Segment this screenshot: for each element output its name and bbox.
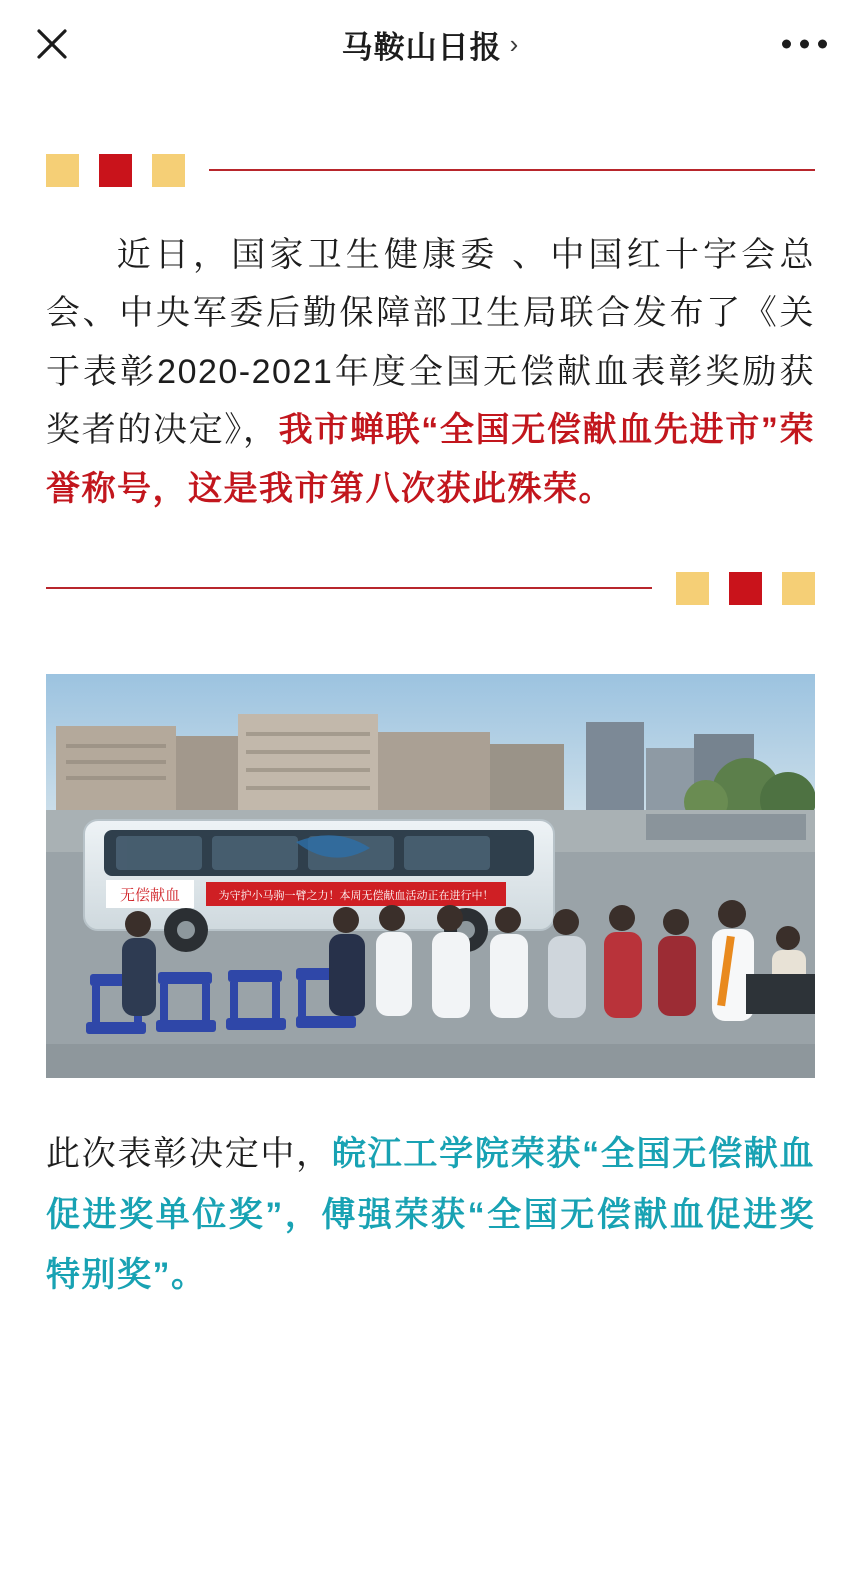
article-content: [0, 140, 861, 1346]
paragraph-2: [46, 1124, 815, 1306]
more-dot: [818, 40, 827, 49]
decor-square-red: [729, 572, 762, 605]
top-navigation-bar: [0, 0, 861, 88]
page-title-text: 马鞍山日报: [341, 29, 502, 65]
paragraph-2-plain: 此次表彰决定中，: [46, 1135, 332, 1174]
more-options-icon[interactable]: [782, 40, 827, 49]
article-photo[interactable]: [46, 674, 815, 1078]
svg-text:为守护小马驹一臂之力！本周无偿献血活动正在进行中！: 为守护小马驹一臂之力！本周无偿献血活动正在进行中！: [218, 889, 494, 903]
divider-rule: [209, 169, 815, 171]
divider-top: [46, 140, 815, 200]
decor-square-gold: [46, 154, 79, 187]
paragraph-1: [46, 226, 815, 518]
decor-square-red: [99, 154, 132, 187]
divider-bottom: [46, 558, 815, 618]
photo-frame: [46, 674, 815, 1078]
paragraph-1-plain: 近日，国家卫生健康委 、中国红十字会总会、中央军委后勤保障部卫生局联合发布了《关于表彰2020-2021年度全国无偿献血表彰奖励获奖者的决定》，: [46, 236, 815, 450]
chevron-right-icon: ›: [509, 28, 520, 59]
decor-square-gold: [152, 154, 185, 187]
more-dot: [782, 40, 791, 49]
paragraph-2-highlight: 皖江工学院荣获“全国无偿献血促进奖单位奖”，傅强荣获“全国无偿献血促进奖特别奖”。: [46, 1135, 816, 1295]
paragraph-2-block: [46, 1124, 815, 1346]
page-title[interactable]: [342, 22, 520, 67]
close-icon[interactable]: [30, 22, 74, 66]
divider-rule: [46, 587, 652, 589]
decor-square-gold: [782, 572, 815, 605]
paragraph-1-highlight: 我市蝉联“全国无偿献血先进市”荣誉称号，这是我市第八次获此殊荣。: [46, 411, 816, 508]
paragraph-1-block: [46, 226, 815, 518]
svg-text:无偿献血: 无偿献血: [119, 886, 181, 905]
decor-square-gold: [676, 572, 709, 605]
more-dot: [800, 40, 809, 49]
